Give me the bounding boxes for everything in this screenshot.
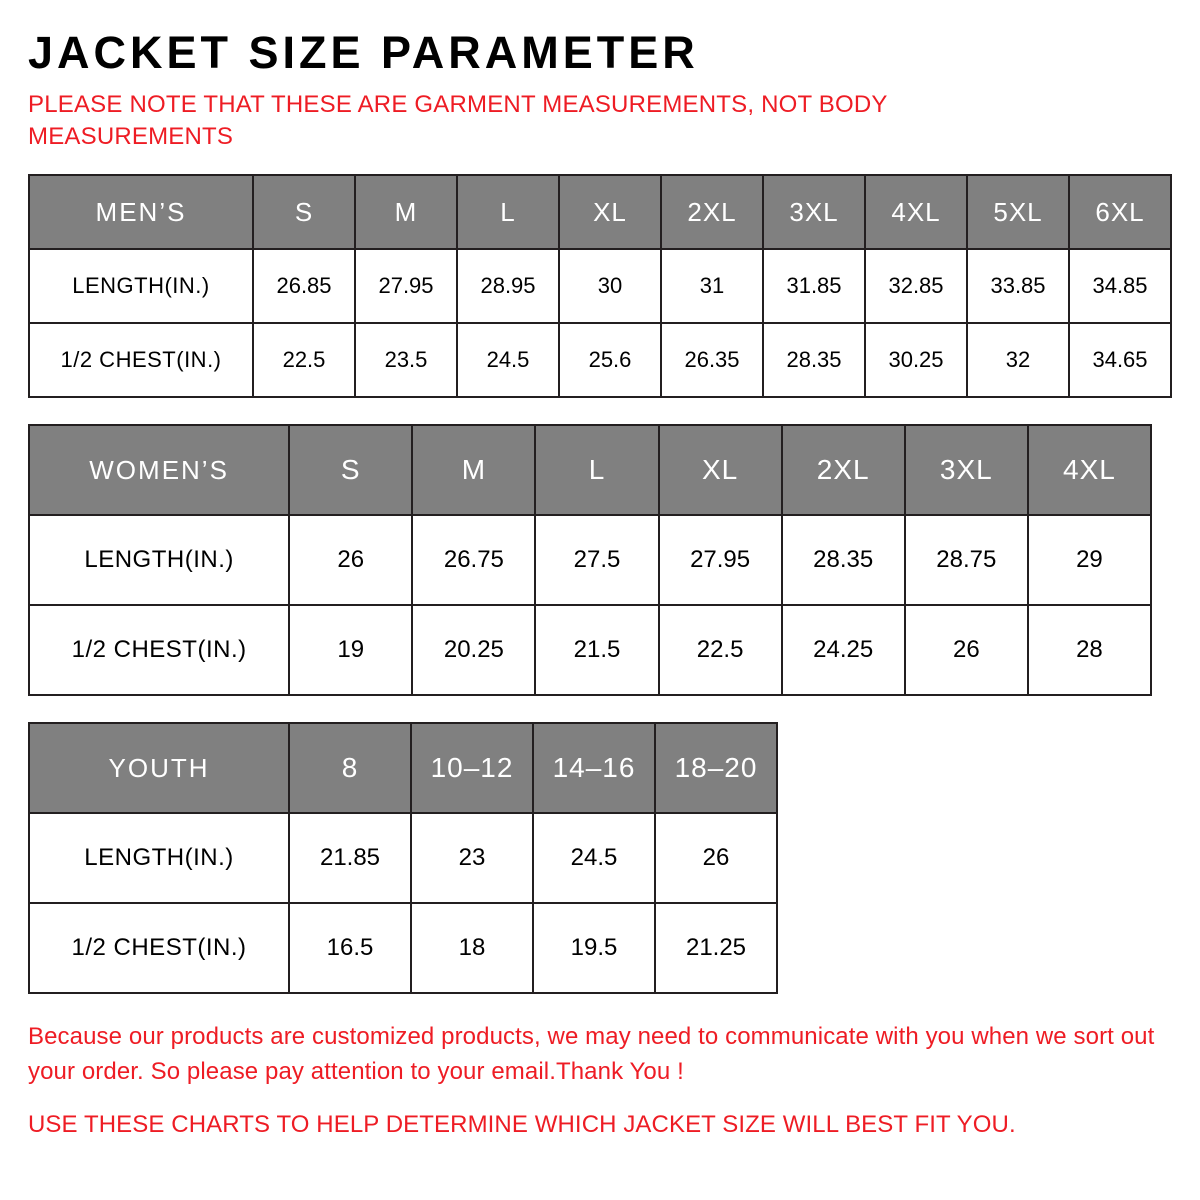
mens-row-label-length: LENGTH(IN.) xyxy=(29,249,253,323)
mens-size-header: L xyxy=(457,175,559,249)
youth-header-label: YOUTH xyxy=(29,723,289,813)
mens-header-label: MEN’S xyxy=(29,175,253,249)
table-cell: 32.85 xyxy=(865,249,967,323)
table-cell: 24.5 xyxy=(533,813,655,903)
table-cell: 26.75 xyxy=(412,515,535,605)
youth-size-header: 10–12 xyxy=(411,723,533,813)
table-cell: 16.5 xyxy=(289,903,411,993)
youth-size-header: 8 xyxy=(289,723,411,813)
table-cell: 23.5 xyxy=(355,323,457,397)
youth-row-label-chest: 1/2 CHEST(IN.) xyxy=(29,903,289,993)
table-cell: 34.65 xyxy=(1069,323,1171,397)
table-cell: 29 xyxy=(1028,515,1151,605)
table-cell: 27.95 xyxy=(659,515,782,605)
table-cell: 25.6 xyxy=(559,323,661,397)
youth-size-header: 18–20 xyxy=(655,723,777,813)
table-cell: 33.85 xyxy=(967,249,1069,323)
table-cell: 26 xyxy=(655,813,777,903)
table-row xyxy=(29,249,1171,323)
table-row xyxy=(29,813,777,903)
womens-size-table xyxy=(28,424,1152,696)
table-cell: 28.95 xyxy=(457,249,559,323)
table-cell: 30 xyxy=(559,249,661,323)
womens-table-header-row xyxy=(29,425,1151,515)
garment-measurement-note: PLEASE NOTE THAT THESE ARE GARMENT MEASUREMENTS, NOT BODY MEASUREMENTS xyxy=(28,91,888,150)
womens-header-label: WOMEN’S xyxy=(29,425,289,515)
table-row xyxy=(29,515,1151,605)
womens-size-header: 2XL xyxy=(782,425,905,515)
table-cell: 26 xyxy=(289,515,412,605)
table-cell: 26.35 xyxy=(661,323,763,397)
womens-size-header: 3XL xyxy=(905,425,1028,515)
table-cell: 31.85 xyxy=(763,249,865,323)
table-cell: 34.85 xyxy=(1069,249,1171,323)
mens-size-header: M xyxy=(355,175,457,249)
mens-table-header-row xyxy=(29,175,1171,249)
table-cell: 27.95 xyxy=(355,249,457,323)
womens-size-header: XL xyxy=(659,425,782,515)
youth-size-table xyxy=(28,722,778,994)
table-cell: 24.25 xyxy=(782,605,905,695)
page-title: JACKET SIZE PARAMETER xyxy=(28,27,699,78)
womens-row-label-chest: 1/2 CHEST(IN.) xyxy=(29,605,289,695)
table-row xyxy=(29,903,777,993)
mens-size-header: 5XL xyxy=(967,175,1069,249)
table-cell: 21.25 xyxy=(655,903,777,993)
womens-row-label-length: LENGTH(IN.) xyxy=(29,515,289,605)
table-cell: 28.35 xyxy=(782,515,905,605)
womens-size-header: M xyxy=(412,425,535,515)
table-cell: 26 xyxy=(905,605,1028,695)
table-cell: 24.5 xyxy=(457,323,559,397)
womens-size-header: L xyxy=(535,425,658,515)
table-cell: 18 xyxy=(411,903,533,993)
table-cell: 28.35 xyxy=(763,323,865,397)
mens-size-header: 4XL xyxy=(865,175,967,249)
table-cell: 19 xyxy=(289,605,412,695)
customization-note: Because our products are customized products, we may need to communicate with you when we sort out your order. So please pay attention to your email.Thank You ! xyxy=(28,1023,1155,1086)
mens-size-header: S xyxy=(253,175,355,249)
table-cell: 30.25 xyxy=(865,323,967,397)
table-cell: 19.5 xyxy=(533,903,655,993)
youth-size-header: 14–16 xyxy=(533,723,655,813)
table-cell: 21.85 xyxy=(289,813,411,903)
womens-size-header: S xyxy=(289,425,412,515)
youth-row-label-length: LENGTH(IN.) xyxy=(29,813,289,903)
table-cell: 27.5 xyxy=(535,515,658,605)
table-cell: 26.85 xyxy=(253,249,355,323)
mens-size-header: 2XL xyxy=(661,175,763,249)
table-cell: 21.5 xyxy=(535,605,658,695)
table-row xyxy=(29,323,1171,397)
table-row xyxy=(29,605,1151,695)
table-cell: 23 xyxy=(411,813,533,903)
mens-size-header: 6XL xyxy=(1069,175,1171,249)
mens-size-header: 3XL xyxy=(763,175,865,249)
table-cell: 20.25 xyxy=(412,605,535,695)
youth-table-header-row xyxy=(29,723,777,813)
footer-notes xyxy=(28,1020,1172,1142)
chart-usage-note: USE THESE CHARTS TO HELP DETERMINE WHICH JACKET SIZE WILL BEST FIT YOU. xyxy=(28,1110,1016,1138)
table-cell: 32 xyxy=(967,323,1069,397)
table-cell: 28.75 xyxy=(905,515,1028,605)
table-cell: 28 xyxy=(1028,605,1151,695)
table-cell: 22.5 xyxy=(253,323,355,397)
mens-size-table xyxy=(28,174,1172,398)
mens-row-label-chest: 1/2 CHEST(IN.) xyxy=(29,323,253,397)
table-cell: 31 xyxy=(661,249,763,323)
mens-size-header: XL xyxy=(559,175,661,249)
womens-size-header: 4XL xyxy=(1028,425,1151,515)
table-cell: 22.5 xyxy=(659,605,782,695)
